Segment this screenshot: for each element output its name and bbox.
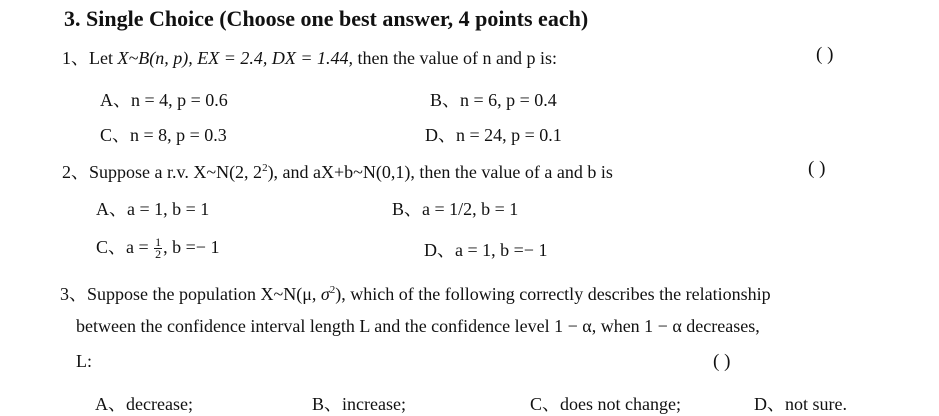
- question-2-number: 2、: [62, 162, 89, 182]
- question-3-stem-superscript: 2: [329, 284, 336, 296]
- question-3-stem-line-3: L:: [76, 351, 92, 371]
- question-3-sigma: σ: [320, 284, 330, 304]
- question-1-stem-prefix: Let: [89, 48, 118, 68]
- question-1-stem-suffix: then the value of n and p is:: [353, 48, 557, 68]
- question-2-stem: [62, 158, 613, 184]
- question-3-stem-line-2: between the confidence interval length L and the confidence level 1 − α, when 1 − α decreases,: [76, 316, 760, 336]
- question-2-option-b[interactable]: B、a = 1/2, b = 1: [392, 199, 519, 219]
- question-3-answer-blank[interactable]: ( ): [713, 351, 731, 372]
- question-2-answer-blank[interactable]: ( ): [808, 158, 826, 179]
- question-1-stem: [62, 44, 557, 70]
- question-1-answer-blank[interactable]: ( ): [816, 44, 834, 65]
- question-1-option-b[interactable]: B、n = 6, p = 0.4: [430, 90, 557, 110]
- question-1-option-c[interactable]: C、n = 8, p = 0.3: [100, 125, 227, 145]
- question-2-option-a[interactable]: A、a = 1, b = 1: [96, 199, 210, 219]
- question-3-option-a[interactable]: A、decrease;: [95, 394, 193, 414]
- question-3-stem-line-1: [60, 280, 771, 306]
- question-2-stem-superscript: 2: [262, 162, 268, 174]
- question-3-option-c[interactable]: C、does not change;: [530, 394, 681, 414]
- question-2-option-c-fraction: [154, 237, 162, 260]
- question-1-number: 1、: [62, 48, 89, 68]
- section-title: 3. Single Choice (Choose one best answer, 4 points each): [64, 6, 589, 31]
- question-3-option-d[interactable]: D、not sure.: [754, 394, 847, 414]
- question-2-option-d[interactable]: D、a = 1, b =− 1: [424, 240, 548, 260]
- fraction-denominator: 2: [155, 247, 162, 262]
- question-1-option-a[interactable]: A、n = 4, p = 0.6: [100, 90, 228, 110]
- question-1-option-d[interactable]: D、n = 24, p = 0.1: [425, 125, 562, 145]
- question-2-option-c-prefix: C、a =: [96, 237, 154, 257]
- question-3-number: 3、: [60, 284, 87, 304]
- question-3-stem-prefix: Suppose the population X~N(μ,: [87, 284, 321, 304]
- question-2-stem-prefix: Suppose a r.v. X~N(2, 2: [89, 162, 263, 182]
- question-2-stem-suffix: ), and aX+b~N(0,1), then the value of a and b is: [267, 162, 613, 182]
- question-1-stem-math: X~B(n, p), EX = 2.4, DX = 1.44,: [117, 48, 353, 68]
- question-3-option-b[interactable]: B、increase;: [312, 394, 406, 414]
- question-2-option-c[interactable]: [96, 233, 219, 260]
- fraction-numerator: 1: [155, 235, 162, 250]
- question-3-stem-suffix: ), which of the following correctly describes the relationship: [335, 284, 771, 304]
- question-2-option-c-suffix: , b =− 1: [163, 237, 220, 257]
